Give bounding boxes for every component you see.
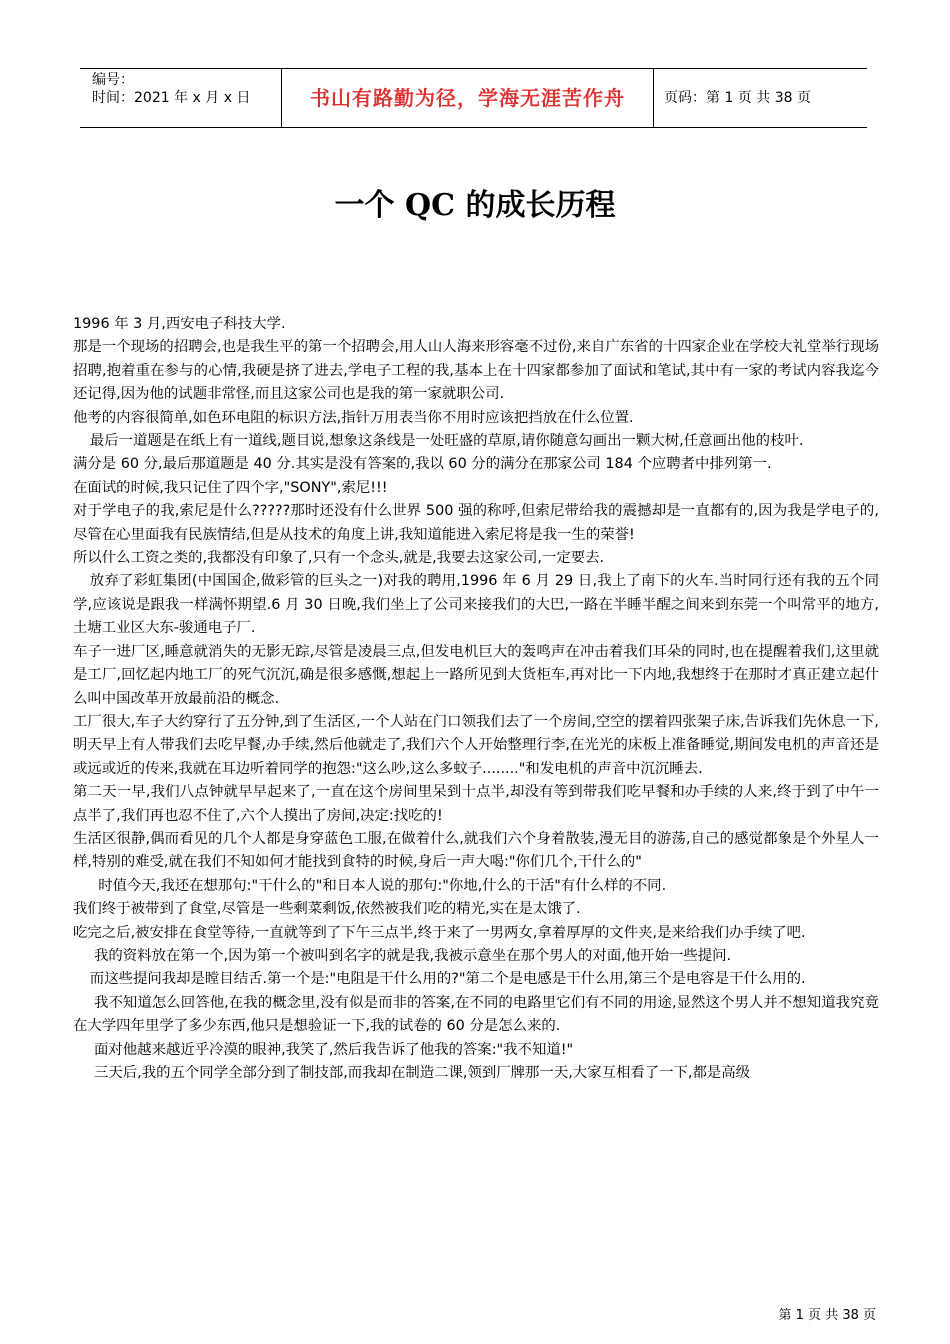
body-paragraph: 吃完之后,被安排在食堂等待,一直就等到了下午三点半,终于来了一男两女,拿着厚厚的文件夹,是来给我们办手续了吧.: [73, 924, 806, 941]
header-motto: 书山有路勤为径，学海无涯苦作舟: [282, 69, 654, 127]
body-paragraph: 工厂很大,车子大约穿行了五分钟,到了生活区,一个人站在门口领我们去了一个房间,空空的摆着四张架子床,告诉我们先休息一下,明天早上有人带我们去吃早餐,办手续,然后他就走了,我们六个人开始整理行李,在光光的床板上准备睡觉,期间发电机的声音还是或远或近的传来,我就在耳边听着同学的抱怨:"这么吵,这么多蚊子........"和发电机的声音中沉沉睡去.: [73, 713, 879, 777]
body-paragraph: 1996 年 3 月,西安电子科技大学.: [73, 316, 286, 332]
body-paragraph: 我不知道怎么回答他,在我的概念里,没有似是而非的答案,在不同的电路里它们有不同的用途,显然这个男人并不想知道我究竟在大学四年里学了多少东西,他只是想验证一下,我的试卷的 60 分是怎么来的.: [73, 994, 879, 1035]
body-paragraph: 在面试的时候,我只记住了四个字,"SONY",索尼!!!: [73, 479, 388, 496]
body-paragraph: 我们终于被带到了食堂,尽管是一些剩菜剩饭,依然被我们吃的精光,实在是太饿了.: [73, 901, 581, 918]
document-number-label: 编号：: [92, 72, 134, 88]
body-paragraph: 放弃了彩虹集团(中国国企,做彩管的巨头之一)对我的聘用,1996 年 6 月 29 日,我上了南下的火车.当时同行还有我的五个同学,应该说是跟我一样满怀期望.6 月 30 日晚,我们坐上了公司来接我们的大巴,一路在半睡半醒之间来到东莞一个叫常平的地方,土塘工业区大东-骏通电子厂.: [73, 573, 879, 637]
document-date: 时间：2021 年 x 月 x 日: [92, 90, 251, 106]
body-paragraph: 三天后,我的五个同学全部分到了制技部,而我却在制造二课,领到厂牌那一天,大家互相看了一下,都是高级: [94, 1065, 751, 1081]
page-footer: 第 1 页 共 38 页: [778, 1308, 876, 1323]
body-paragraph: 而这些提问我却是瞠目结舌.第一个是:"电阻是干什么用的?"第二个是电感是干什么用,第三个是电容是干什么用的.: [89, 971, 806, 988]
page-header: [80, 68, 867, 128]
body-paragraph: 满分是 60 分,最后那道题是 40 分.其实是没有答案的,我以 60 分的满分在那家公司 184 个应聘者中排列第一.: [73, 456, 772, 473]
body-paragraph: 生活区很静,偶而看见的几个人都是身穿蓝色工服,在做着什么,就我们六个身着散装,漫无目的游荡,自己的感觉都象是个外星人一样,特别的难受,就在我们不知如何才能找到食特的时候,身后一声大喝:"你们几个,干什么的": [73, 830, 879, 871]
document-body: [73, 313, 879, 1085]
body-paragraph: 对于学电子的我,索尼是什么?????那时还没有什么世界 500 强的称呼,但索尼带给我的震撼却是一直都有的,因为我是学电子的,尽管在心里面我有民族情结,但是从技术的角度上讲,我知道能进入索尼将是我一生的荣誉!: [73, 503, 879, 543]
body-paragraph: 时值今天,我还在想那句:"干什么的"和日本人说的那句:"你地,什么的干活"有什么样的不同.: [98, 877, 667, 894]
document-title: 一个 QC 的成长历程: [334, 188, 616, 223]
body-paragraph: 最后一道题是在纸上有一道线,题目说,想象这条线是一处旺盛的草原,请你随意勾画出一颗大树,任意画出他的枝叶.: [89, 433, 804, 450]
body-paragraph: 车子一进厂区,睡意就消失的无影无踪,尽管是凌晨三点,但发电机巨大的轰鸣声在冲击着我们耳朵的同时,也在提醒着我们,这里就是工厂,回忆起内地工厂的死气沉沉,确是很多感慨,想起上一路所见到大货柜车,再对比一下内地,我想终于在那时才真正建立起什么叫中国改革开放最前沿的概念.: [73, 643, 879, 707]
body-paragraph: 第二天一早,我们八点钟就早早起来了,一直在这个房间里呆到十点半,却没有等到带我们吃早餐和办手续的人来,终于到了中午一点半了,我们再也忍不住了,六个人摸出了房间,决定:找吃的!: [73, 784, 879, 824]
body-paragraph: 那是一个现场的招聘会,也是我生平的第一个招聘会,用人山人海来形容毫不过份,来自广东省的十四家企业在学校大礼堂举行现场招聘,抱着重在参与的心情,我硬是挤了进去,学电子工程的我,基本上在十四家都参加了面试和笔试,其中有一家的考试内容我迄今还记得,因为他的试题非常怪,而且这家公司也是我的第一家就职公司.: [73, 339, 879, 403]
body-paragraph: 面对他越来越近乎冷漠的眼神,我笑了,然后我告诉了他我的答案:"我不知道!": [94, 1041, 574, 1058]
header-page-info: 页码：第 1 页 共 38 页: [664, 90, 811, 106]
body-paragraph: 他考的内容很简单,如色环电阻的标识方法,指针万用表当你不用时应该把挡放在什么位置.: [73, 409, 634, 426]
body-paragraph: 我的资料放在第一个,因为第一个被叫到名字的就是我,我被示意坐在那个男人的对面,他开始一些提问.: [94, 947, 732, 964]
header-meta: [80, 69, 282, 127]
body-paragraph: 所以什么工资之类的,我都没有印象了,只有一个念头,就是,我要去这家公司,一定要去.: [73, 550, 605, 567]
